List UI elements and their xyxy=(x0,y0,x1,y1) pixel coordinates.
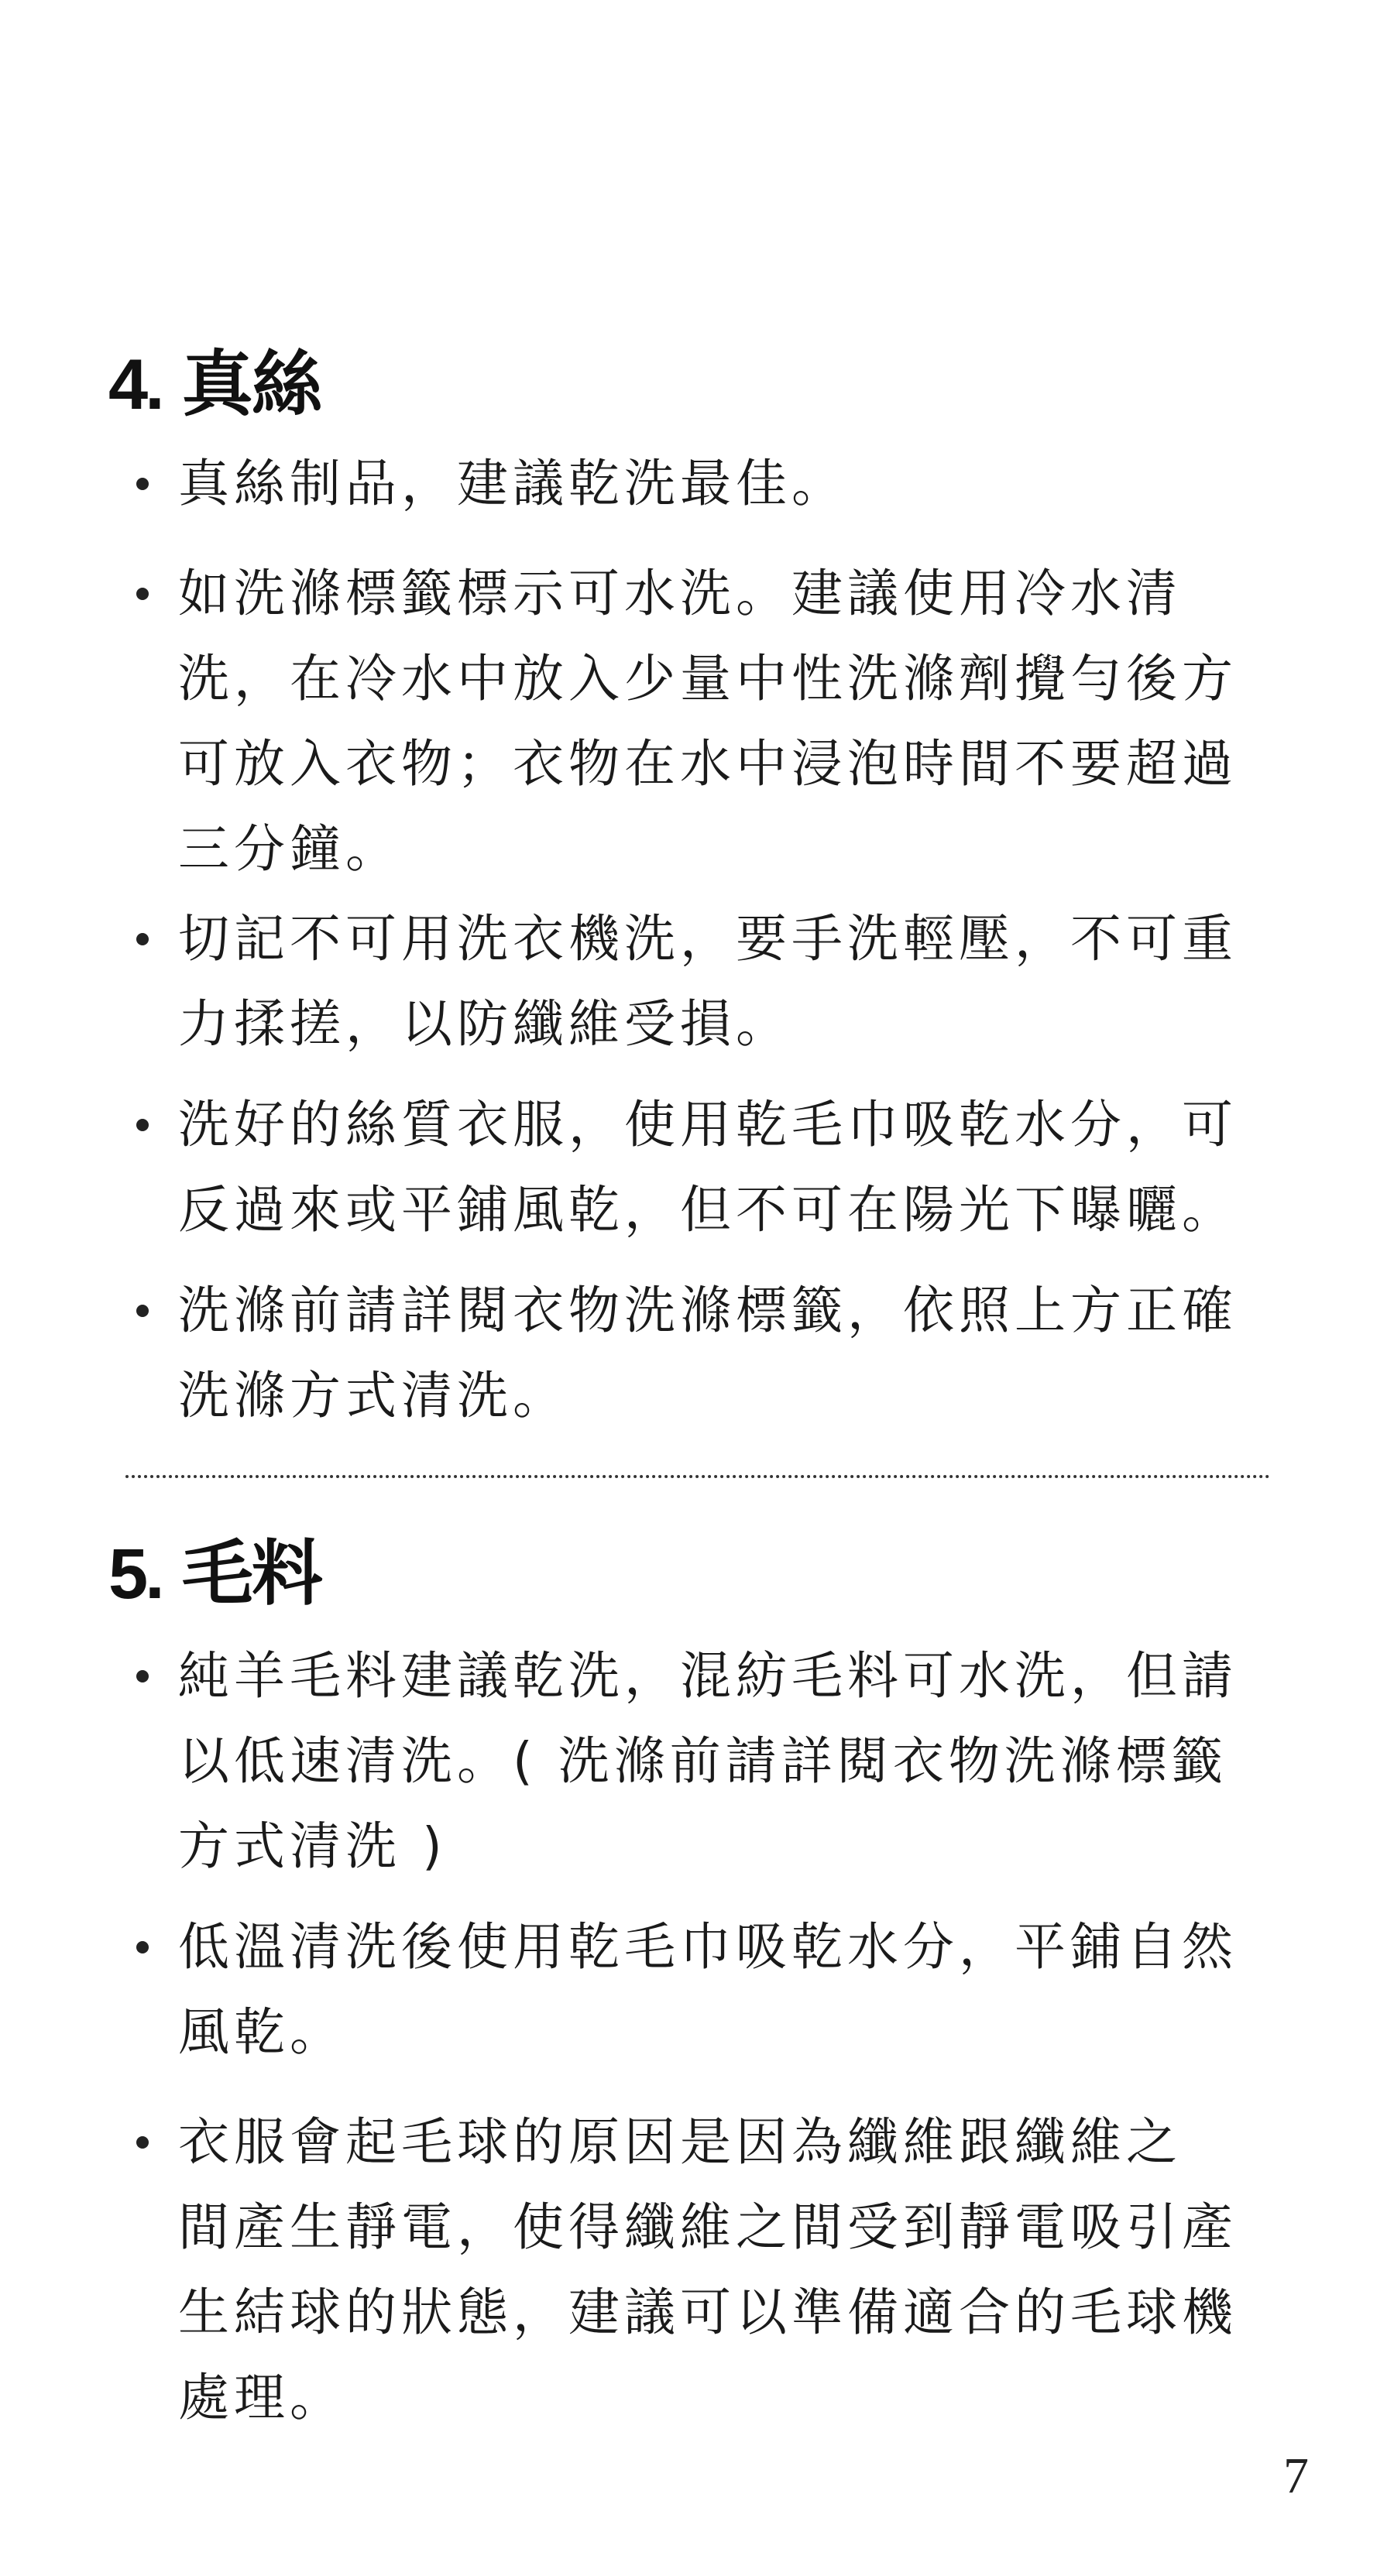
bullet-icon xyxy=(136,1941,149,1953)
dotted-divider xyxy=(125,1475,1270,1478)
list-item-text: 洗滌前請詳閱衣物洗滌標籤，依照上方正確 洗滌方式清洗。 xyxy=(178,1281,1238,1425)
bullet-icon xyxy=(136,2136,149,2149)
list-item-text: 純羊毛料建議乾洗，混紡毛料可水洗，但請 以低速清洗。( 洗滌前請詳閱衣物洗滌標籤 方式清洗 ) xyxy=(178,1646,1238,1876)
bullet-icon xyxy=(136,588,149,600)
section-title: 真絲 xyxy=(181,345,321,424)
section-title: 毛料 xyxy=(181,1535,321,1614)
bullet-icon xyxy=(136,1305,149,1317)
list-item-text: 如洗滌標籤標示可水洗。建議使用冷水清 洗，在冷水中放入少量中性洗滌劑攪勻後方 可放入衣物；衣物在水中浸泡時間不要超過 三分鐘。 xyxy=(178,564,1238,879)
section-number: 4. xyxy=(108,345,162,424)
bullet-icon xyxy=(136,1119,149,1131)
list-item-text: 洗好的絲質衣服，使用乾毛巾吸乾水分，可 反過來或平鋪風乾，但不可在陽光下曝曬。 xyxy=(178,1095,1238,1240)
list-item-text: 真絲制品，建議乾洗最佳。 xyxy=(178,454,847,513)
bullet-icon xyxy=(136,478,149,490)
section-heading-wool xyxy=(108,1532,321,1617)
bullet-icon xyxy=(136,933,149,945)
section-number: 5. xyxy=(108,1535,162,1614)
bullet-icon xyxy=(136,1670,149,1682)
list-item-text: 切記不可用洗衣機洗，要手洗輕壓，不可重 力揉搓，以防纖維受損。 xyxy=(178,909,1238,1054)
page-number: 7 xyxy=(1283,2447,1309,2504)
section-heading-silk xyxy=(108,342,321,427)
list-item-text: 低溫清洗後使用乾毛巾吸乾水分，平鋪自然 風乾。 xyxy=(178,1917,1238,2062)
list-item-text: 衣服會起毛球的原因是因為纖維跟纖維之 間產生靜電，使得纖維之間受到靜電吸引產 生結球的狀態，建議可以準備適合的毛球機 處理。 xyxy=(178,2112,1238,2427)
